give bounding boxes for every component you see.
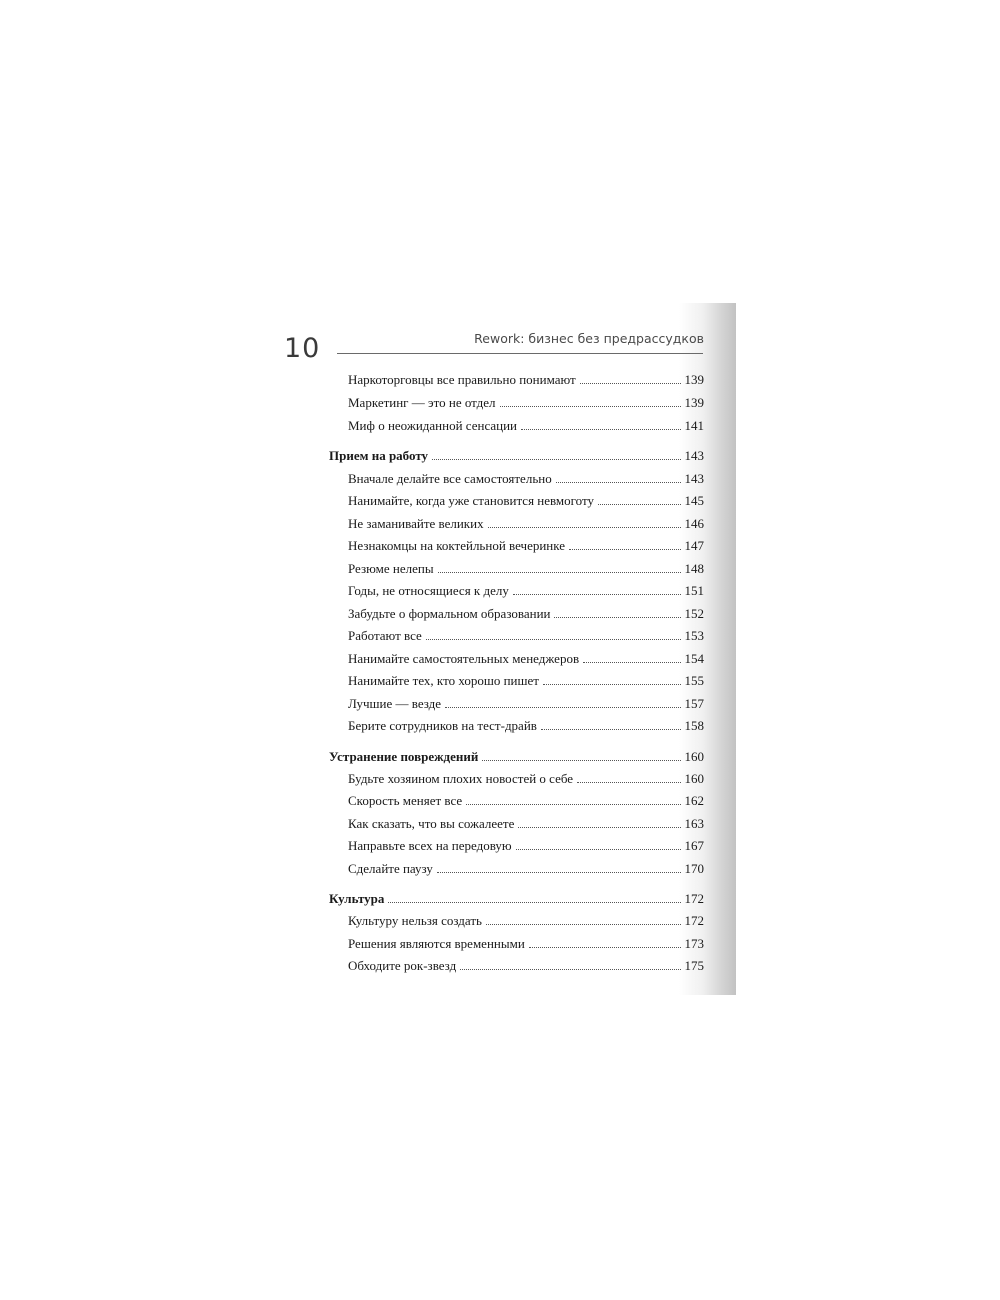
header-rule: [337, 353, 703, 354]
toc-entry: [348, 512, 704, 532]
dot-leader: [513, 594, 681, 595]
dot-leader: [388, 902, 680, 903]
toc-title: Культуру нельзя создать: [348, 913, 482, 928]
toc-title: Вначале делайте все самостоятельно: [348, 471, 552, 486]
toc-page-number: 160: [684, 749, 704, 764]
toc-page-number: 167: [684, 838, 704, 853]
toc-page-number: 154: [684, 651, 704, 666]
toc-title: Миф о неожиданной сенсации: [348, 418, 518, 433]
dot-leader: [577, 782, 680, 783]
dot-leader: [580, 383, 681, 384]
toc-title: Забудьте о формальном образовании: [348, 606, 551, 621]
toc-page-number: 157: [684, 696, 704, 711]
dot-leader: [445, 707, 680, 708]
toc-title: Незнакомцы на коктейльной вечеринке: [348, 538, 566, 553]
toc-page-number: 151: [684, 583, 704, 598]
toc-section: [329, 444, 704, 464]
toc-entry: [348, 692, 704, 712]
dot-leader: [466, 804, 680, 805]
toc-page-number: 145: [684, 493, 704, 508]
toc-entry: [348, 624, 704, 644]
toc-page-number: 163: [684, 816, 704, 831]
toc-entry: [348, 767, 704, 787]
dot-leader: [554, 617, 680, 618]
toc-title: Резюме нелепы: [348, 561, 434, 576]
toc-entry: [348, 534, 704, 554]
toc-page-number: 173: [684, 936, 704, 951]
toc-entry: [348, 647, 704, 667]
page-number: 10: [284, 333, 321, 364]
toc-page-number: 148: [684, 561, 704, 576]
toc-entry: [348, 489, 704, 509]
toc-entry: [348, 789, 704, 809]
toc-page-number: 153: [684, 628, 704, 643]
toc-title: Как сказать, что вы сожалеете: [348, 816, 515, 831]
toc-entry: [348, 669, 704, 689]
dot-leader: [500, 406, 681, 407]
dot-leader: [598, 504, 680, 505]
toc-entry: [348, 391, 704, 411]
toc-title: Работают все: [348, 628, 422, 643]
toc-title: Годы, не относящиеся к делу: [348, 583, 509, 598]
toc-title: Сделайте паузу: [348, 861, 433, 876]
toc-page-number: 143: [684, 471, 704, 486]
dot-leader: [569, 549, 680, 550]
toc-page-number: 175: [684, 958, 704, 973]
toc-title: Берите сотрудников на тест-драйв: [348, 718, 537, 733]
toc-title: Маркетинг — это не отдел: [348, 395, 496, 410]
dot-leader: [432, 459, 680, 460]
toc-entry: [348, 714, 704, 734]
dot-leader: [529, 947, 681, 948]
toc-entry: [348, 557, 704, 577]
toc-title: Решения являются временными: [348, 936, 525, 951]
toc-entry: [348, 834, 704, 854]
toc-title: Наркоторговцы все правильно понимают: [348, 372, 576, 387]
toc-title: Культура: [329, 891, 385, 906]
dot-leader: [482, 760, 680, 761]
dot-leader: [486, 924, 681, 925]
toc-page-number: 141: [684, 418, 704, 433]
toc-title: Будьте хозяином плохих новостей о себе: [348, 771, 574, 786]
toc-title: Прием на работу: [329, 448, 429, 463]
toc-title: Нанимайте, когда уже становится невмоготу: [348, 493, 595, 508]
toc-page-number: 147: [684, 538, 704, 553]
toc-entry: [348, 932, 704, 952]
toc-page-number: 143: [684, 448, 704, 463]
toc-entry: [348, 812, 704, 832]
toc-entry: [348, 909, 704, 929]
dot-leader: [460, 969, 680, 970]
toc-page-number: 170: [684, 861, 704, 876]
toc-entry: [348, 368, 704, 388]
toc-title: Нанимайте самостоятельных менеджеров: [348, 651, 580, 666]
toc-title: Не заманивайте великих: [348, 516, 484, 531]
toc-entry: [348, 414, 704, 434]
toc-page-number: 139: [684, 395, 704, 410]
toc-page-number: 172: [684, 913, 704, 928]
toc-title: Устранение повреждений: [329, 749, 479, 764]
toc-title: Лучшие — везде: [348, 696, 442, 711]
toc-entry: [348, 467, 704, 487]
toc-page-number: 158: [684, 718, 704, 733]
toc-page-number: 172: [684, 891, 704, 906]
dot-leader: [521, 429, 680, 430]
toc-page-number: 146: [684, 516, 704, 531]
dot-leader: [583, 662, 680, 663]
dot-leader: [556, 482, 681, 483]
toc-title: Нанимайте тех, кто хорошо пишет: [348, 673, 539, 688]
toc-title: Обходите рок-звезд: [348, 958, 457, 973]
dot-leader: [516, 849, 681, 850]
toc-section: [329, 887, 704, 907]
toc-page-number: 152: [684, 606, 704, 621]
dot-leader: [438, 572, 681, 573]
toc-entry: [348, 954, 704, 974]
toc-section: [329, 745, 704, 765]
toc-entry: [348, 602, 704, 622]
toc-page-number: 162: [684, 793, 704, 808]
toc-entry: [348, 857, 704, 877]
toc-page-number: 160: [684, 771, 704, 786]
toc-page-number: 155: [684, 673, 704, 688]
dot-leader: [541, 729, 681, 730]
running-title: Rework: бизнес без предрассудков: [474, 331, 704, 346]
dot-leader: [518, 827, 680, 828]
dot-leader: [426, 639, 681, 640]
toc-entry: [348, 579, 704, 599]
toc-title: Направьте всех на передовую: [348, 838, 512, 853]
toc-page-number: 139: [684, 372, 704, 387]
dot-leader: [543, 684, 681, 685]
dot-leader: [488, 527, 681, 528]
dot-leader: [437, 872, 681, 873]
toc-title: Скорость меняет все: [348, 793, 463, 808]
